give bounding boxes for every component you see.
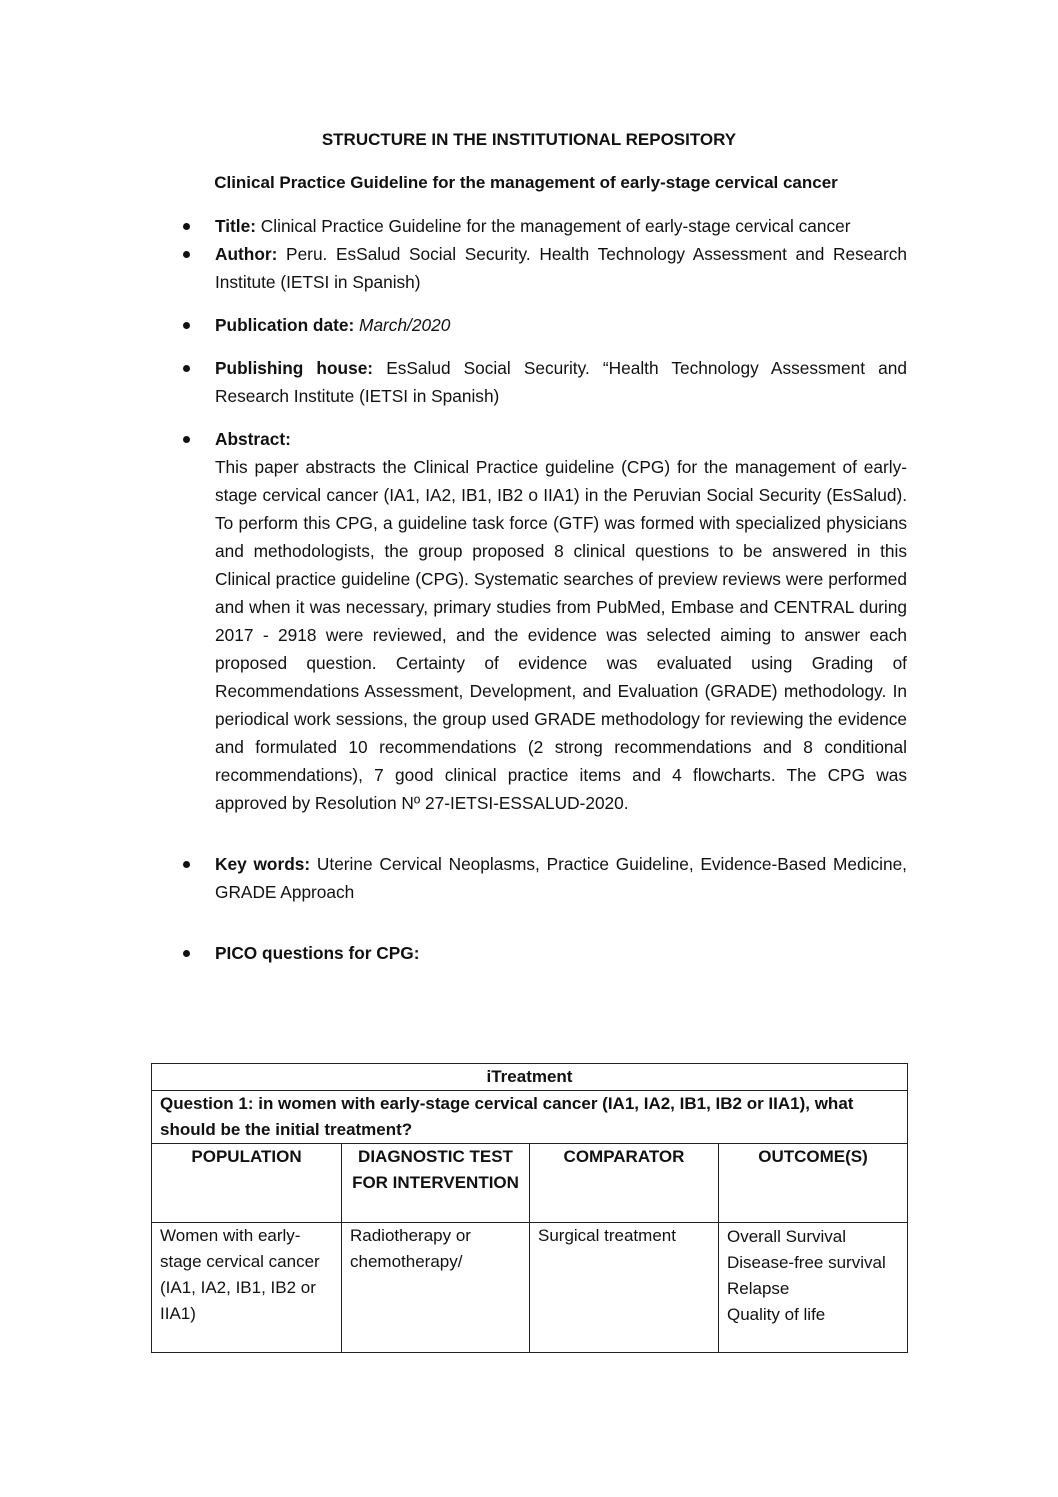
list-item-publication-date — [215, 311, 907, 339]
outcome-item: Overall Survival — [727, 1227, 847, 1246]
table-title: iTreatment — [152, 1064, 908, 1091]
field-label: Publication date: — [215, 315, 355, 335]
bullet-icon — [183, 436, 190, 443]
header-outcomes: OUTCOME(S) — [719, 1144, 908, 1223]
field-value: Clinical Practice Guideline for the management of early-stage cervical cancer — [260, 216, 851, 236]
field-label: Title: — [215, 216, 256, 236]
field-label: Key words: — [215, 854, 311, 874]
cell-intervention: Radiotherapy or chemotherapy/ — [342, 1223, 530, 1353]
pico-table — [151, 1063, 908, 1353]
cell-population: Women with early-stage cervical cancer (IA1, IA2, IB1, IB2 or IIA1) — [152, 1223, 342, 1353]
field-value: EsSalud Social Security. “Health Technology Assessment and Research Institute (IETSI in Spanish) — [215, 358, 907, 406]
metadata-list — [215, 212, 907, 967]
list-item-publishing-house — [215, 354, 907, 410]
field-label: PICO questions for CPG: — [215, 943, 420, 963]
list-item-pico — [215, 939, 907, 967]
field-label: Abstract: — [215, 429, 291, 449]
header-intervention: DIAGNOSTIC TEST FOR INTERVENTION — [342, 1144, 530, 1223]
field-label: Publishing house: — [215, 358, 374, 378]
cell-outcomes — [719, 1223, 908, 1353]
list-item-abstract — [215, 425, 907, 817]
table-question: Question 1: in women with early-stage cervical cancer (IA1, IA2, IB1, IB2 or IIA1), what should be the initial treatment? — [152, 1091, 908, 1144]
table-header-row — [152, 1144, 908, 1223]
table-row — [152, 1223, 908, 1353]
page-title: STRUCTURE IN THE INSTITUTIONAL REPOSITORY — [321, 130, 737, 149]
outcome-item: Disease-free survival — [727, 1253, 886, 1272]
header-comparator: COMPARATOR — [530, 1144, 719, 1223]
bullet-icon — [183, 950, 190, 957]
bullet-icon — [183, 251, 190, 258]
field-label: Author: — [215, 244, 278, 264]
cell-comparator: Surgical treatment — [530, 1223, 719, 1353]
bullet-icon — [183, 322, 190, 329]
bullet-icon — [183, 223, 190, 230]
list-item-title — [215, 212, 907, 240]
list-item-keywords — [215, 850, 907, 906]
bullet-icon — [183, 365, 190, 372]
field-value: Peru. EsSalud Social Security. Health Technology Assessment and Research Institute (IETSI in Spanish) — [215, 244, 907, 292]
page-subtitle: Clinical Practice Guideline for the management of early-stage cervical cancer — [214, 173, 838, 192]
outcome-item: Relapse — [727, 1279, 790, 1298]
header-population: POPULATION — [152, 1144, 342, 1223]
field-value: Uterine Cervical Neoplasms, Practice Guideline, Evidence-Based Medicine, GRADE Approach — [215, 854, 907, 902]
field-value: March/2020 — [359, 315, 451, 335]
outcome-item: Quality of life — [727, 1305, 826, 1324]
abstract-text: This paper abstracts the Clinical Practice guideline (CPG) for the management of early-stage cervical cancer (IA1, IA2, IB1, IB2 o IIA1) in the Peruvian Social Security (EsSalud). To perform this CPG, a guideline task force (GTF) was formed with specialized physicians and methodologists, the group proposed 8 clinical questions to be answered in this Clinical practice guideline (CPG). Systematic searches of preview reviews were performed and when it was necessary, primary studies from PubMed, Embase and CENTRAL during 2017 - 2918 were reviewed, and the evidence was selected aiming to answer each proposed question. Certainty of evidence was evaluated using Grading of Recommendations Assessment, Development, and Evaluation (GRADE) methodology. In periodical work sessions, the group used GRADE methodology for reviewing the evidence and formulated 10 recommendations (2 strong recommendations and 8 conditional recommendations), 7 good clinical practice items and 4 flowcharts. The CPG was approved by Resolution Nº 27-IETSI-ESSALUD-2020. — [215, 457, 907, 813]
bullet-icon — [183, 861, 190, 868]
list-item-author — [215, 240, 907, 296]
